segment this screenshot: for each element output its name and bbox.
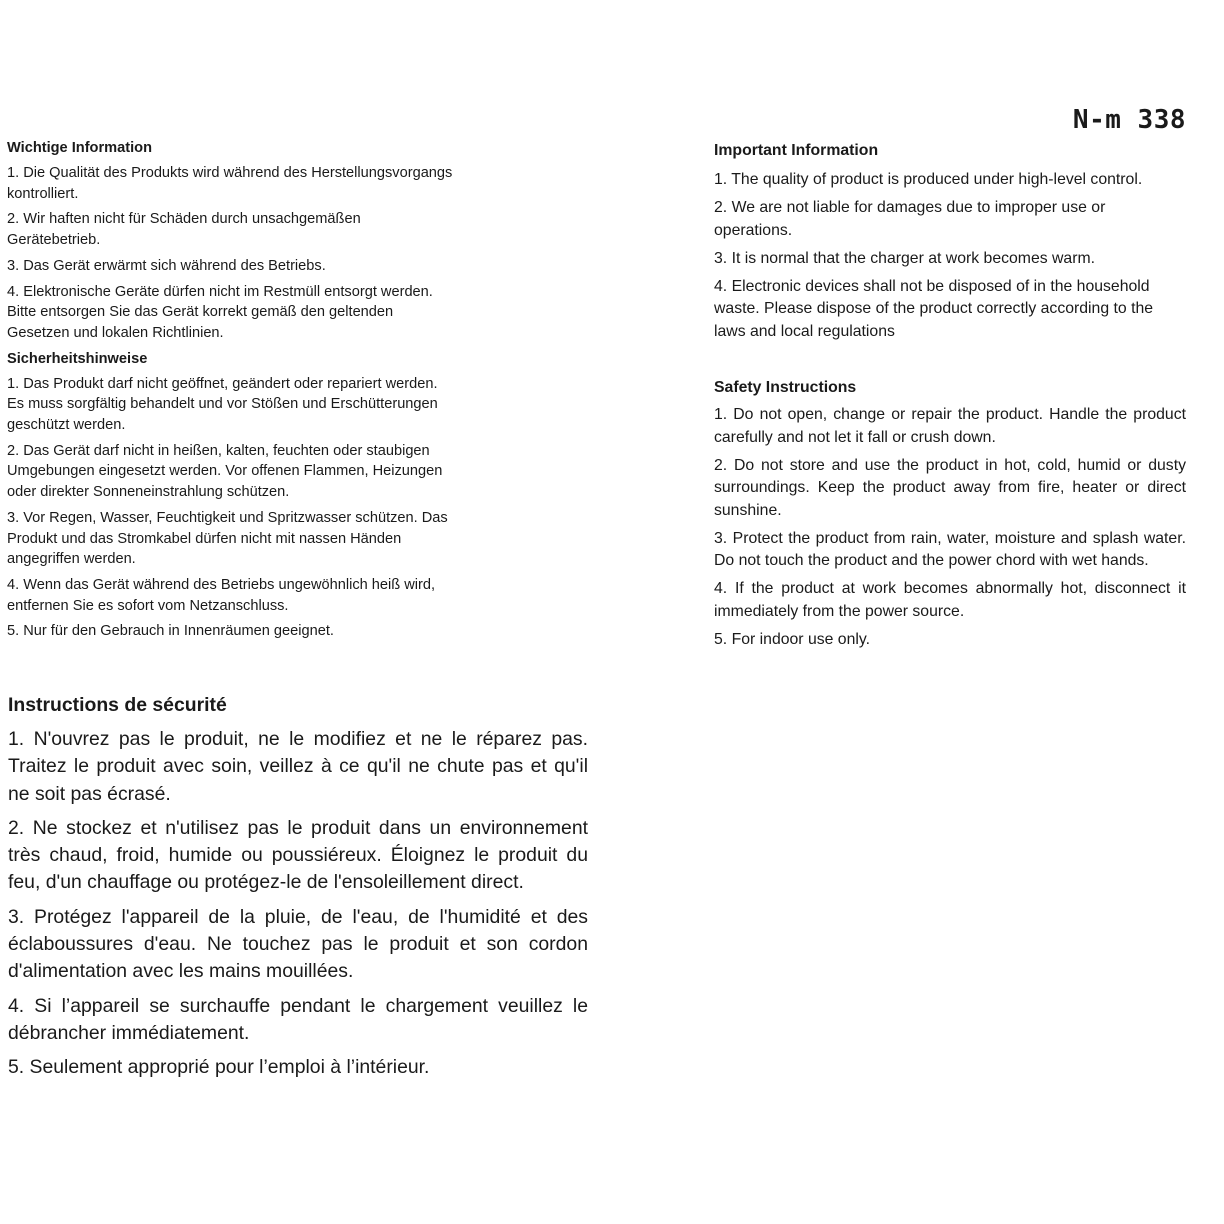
german-info-item: 2. Wir haften nicht für Schäden durch unsachgemäßen Gerätebetrieb. bbox=[7, 211, 361, 249]
english-safety-list bbox=[714, 404, 1186, 651]
german-safety-item: 3. Vor Regen, Wasser, Feuchtigkeit und Spritzwasser schützen. Das Produkt und das Stromkabel dürfen nicht mit nassen Händen angegriffen werden. bbox=[7, 509, 448, 568]
english-safety-title: Safety Instructions bbox=[714, 379, 857, 396]
german-info-item: 1. Die Qualität des Produkts wird während des Herstellungsvorgangs kontrolliert. bbox=[7, 165, 453, 202]
english-safety-item: 2. Do not store and use the product in hot, cold, humid or dusty surroundings. Keep the product away from fire, heater or direct sunshine. bbox=[714, 456, 1186, 519]
english-info-item: 4. Electronic devices shall not be disposed of in the household waste. Please dispose of the product correctly according to the laws and local regulations bbox=[714, 277, 1154, 340]
model-code: N-m 338 bbox=[1072, 105, 1186, 135]
french-safety-title: Instructions de sécurité bbox=[8, 694, 227, 716]
french-safety-item: 3. Protégez l'appareil de la pluie, de l'eau, de l'humidité et des éclaboussures d'eau. Ne touchez pas le produit et son cordon d'alimentation avec les mains mouillées. bbox=[8, 905, 588, 983]
english-info-item: 2. We are not liable for damages due to improper use or operations. bbox=[714, 199, 1106, 239]
english-safety-item: 4. If the product at work becomes abnormally hot, disconnect it immediately from the power source. bbox=[714, 580, 1186, 620]
german-safety-item: 4. Wenn das Gerät während des Betriebs ungewöhnlich heiß wird, entfernen Sie es sofort vom Netzanschluss. bbox=[7, 576, 436, 614]
french-safety-item: 5. Seulement approprié pour l’emploi à l’intérieur. bbox=[8, 1056, 430, 1079]
french-section bbox=[8, 692, 588, 1089]
french-safety-item: 2. Ne stockez et n'utilisez pas le produit dans un environnement très chaud, froid, humide ou poussiéreux. Éloignez le produit du feu, d'un chauffage ou protégez-le de l'ensoleillement direct. bbox=[8, 816, 588, 894]
german-info-item: 4. Elektronische Geräte dürfen nicht im Restmüll entsorgt werden. Bitte entsorgen Sie das Gerät korrekt gemäß den geltenden Gesetzen und lokalen Richtlinien. bbox=[7, 283, 433, 341]
german-section bbox=[7, 138, 457, 647]
english-safety-item: 3. Protect the product from rain, water, moisture and splash water. Do not touch the product and the power chord with wet hands. bbox=[714, 529, 1186, 569]
german-safety-item: 5. Nur für den Gebrauch in Innenräumen geeignet. bbox=[7, 623, 334, 640]
french-safety-item: 4. Si l’appareil se surchauffe pendant le chargement veuillez le débrancher immédiatement. bbox=[8, 994, 588, 1044]
english-info-title: Important Information bbox=[714, 142, 879, 159]
english-section bbox=[714, 140, 1186, 657]
german-safety-item: 2. Das Gerät darf nicht in heißen, kalten, feuchten oder staubigen Umgebungen eingesetzt werden. Vor offenen Flammen, Heizungen oder direkter Sonneneinstrahlung schützen. bbox=[7, 442, 443, 501]
german-safety-title: Sicherheitshinweise bbox=[7, 350, 148, 367]
german-info-title: Wichtige Information bbox=[7, 140, 152, 156]
english-safety-item: 5. For indoor use only. bbox=[714, 630, 871, 648]
english-info-item: 1. The quality of product is produced under high-level control. bbox=[714, 171, 1143, 188]
english-safety-item: 1. Do not open, change or repair the product. Handle the product carefully and not let it fall or crush down. bbox=[714, 406, 1186, 446]
german-safety-item: 1. Das Produkt darf nicht geöffnet, geändert oder repariert werden. Es muss sorgfältig behandelt und vor Stößen und Erschütterungen geschützt werden. bbox=[7, 375, 438, 434]
french-safety-item: 1. N'ouvrez pas le produit, ne le modifiez et ne le réparez pas. Traitez le produit avec soin, veillez à ce qu'il ne chute pas et qu'il ne soit pas écrasé. bbox=[8, 728, 588, 805]
english-info-item: 3. It is normal that the charger at work becomes warm. bbox=[714, 249, 1096, 267]
german-info-item: 3. Das Gerät erwärmt sich während des Betriebs. bbox=[7, 257, 326, 274]
